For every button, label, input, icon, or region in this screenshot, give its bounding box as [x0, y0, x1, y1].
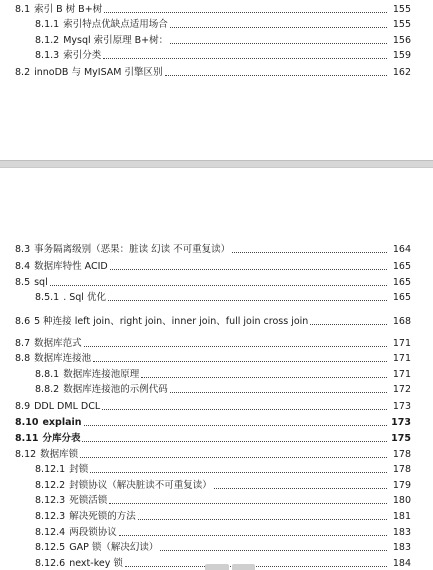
toc-entry-number: 8.7 [15, 338, 31, 349]
toc-entry-number: 8.1.2 [35, 35, 60, 46]
toc-leader-dots [80, 457, 387, 458]
toc-entry-title: 封锁 [69, 464, 89, 475]
toc-entry-title: 数据库连接池 [34, 353, 92, 364]
toc-entry-page: 178 [392, 449, 411, 460]
toc-entry-title: 数据库特性 ACID [34, 261, 108, 272]
toc-entry-title: GAP 锁（解决幻读） [69, 542, 159, 553]
toc-entry[interactable] [0, 46, 433, 62]
toc-entry-page: 180 [392, 495, 411, 506]
toc-entry-page: 175 [391, 433, 411, 444]
toc-entry-page: 165 [392, 277, 411, 288]
toc-entry-number: 8.4 [15, 261, 31, 272]
toc-leader-dots [84, 346, 387, 347]
toc-entry-title: explain [42, 417, 82, 428]
toc-leader-dots [310, 324, 387, 325]
toc-entry[interactable] [0, 380, 433, 396]
toc-entry[interactable] [0, 523, 433, 539]
toc-entry-title: 数据库连接池的示例代码 [63, 384, 168, 395]
toc-entry-title: 索引特点优缺点适用场合 [63, 19, 168, 30]
toc-leader-dots [102, 409, 387, 410]
toc-entry-page: 168 [392, 316, 411, 327]
page-separator [0, 160, 433, 168]
scroll-handle[interactable] [205, 564, 255, 570]
toc-entry[interactable] [0, 429, 433, 445]
toc-entry-page: 155 [392, 19, 411, 30]
toc-entry-page: 171 [392, 353, 411, 364]
toc-entry[interactable] [0, 15, 433, 31]
toc-entry-title: 两段锁协议 [69, 527, 117, 538]
toc-entry-title: 封锁协议（解决脏读不可重复读） [69, 480, 212, 491]
toc-entry-number: 8.1.1 [35, 19, 60, 30]
toc-leader-dots [93, 361, 387, 362]
toc-entry-page: 181 [392, 511, 411, 522]
toc-entry-page: 171 [392, 338, 411, 349]
toc-leader-dots [119, 535, 387, 536]
toc-entry[interactable] [0, 273, 433, 289]
toc-leader-dots [125, 566, 387, 567]
toc-entry[interactable] [0, 63, 433, 79]
document-page-1 [0, 0, 433, 160]
toc-leader-dots [165, 75, 387, 76]
toc-entry[interactable] [0, 538, 433, 554]
toc-entry-number: 8.12.5 [35, 542, 66, 553]
toc-entry[interactable] [0, 257, 433, 273]
toc-leader-dots [50, 285, 387, 286]
toc-leader-dots [82, 441, 387, 442]
toc-leader-dots [90, 472, 387, 473]
toc-entry-number: 8.1.3 [35, 50, 60, 61]
toc-entry[interactable] [0, 365, 433, 381]
toc-leader-dots [160, 550, 387, 551]
toc-entry-number: 8.1 [15, 4, 31, 15]
toc-entry-page: 173 [391, 417, 411, 428]
toc-leader-dots [108, 300, 387, 301]
toc-entry-title: 索引分类 [63, 50, 102, 61]
document-page-2 [0, 168, 433, 569]
toc-entry-number: 8.6 [15, 316, 31, 327]
toc-entry[interactable] [0, 31, 433, 47]
toc-entry-number: 8.2 [15, 67, 31, 78]
toc-entry-title: 5 种连接 left join、right join、inner join、full join cross join [34, 316, 309, 327]
toc-entry-number: 8.8.2 [35, 384, 60, 395]
toc-entry[interactable] [0, 491, 433, 507]
toc-entry-title: 索引 B 树 B+树 [34, 4, 103, 15]
toc-leader-dots [214, 488, 387, 489]
toc-leader-dots [109, 503, 387, 504]
toc-entry-number: 8.12.2 [35, 480, 66, 491]
toc-entry-title: 数据库连接池原理 [63, 369, 140, 380]
toc-entry[interactable] [0, 334, 433, 350]
toc-entry-number: 8.12 [15, 449, 37, 460]
toc-entry[interactable] [0, 0, 433, 16]
toc-entry-number: 8.9 [15, 401, 31, 412]
toc-entry-number: 8.12.4 [35, 527, 66, 538]
toc-entry-page: 171 [392, 369, 411, 380]
toc-entry-number: 8.5 [15, 277, 31, 288]
toc-entry[interactable] [0, 445, 433, 461]
toc-entry-page: 165 [392, 261, 411, 272]
toc-entry[interactable] [0, 460, 433, 476]
toc-leader-dots [110, 269, 387, 270]
toc-entry-number: 8.12.3 [35, 511, 66, 522]
toc-entry-page: 159 [392, 50, 411, 61]
toc-entry-number: 8.10 [15, 417, 39, 428]
toc-entry-page: 178 [392, 464, 411, 475]
toc-entry-number: 8.8.1 [35, 369, 60, 380]
toc-entry-page: 183 [392, 527, 411, 538]
toc-leader-dots [104, 12, 387, 13]
toc-entry[interactable] [0, 476, 433, 492]
toc-entry-title: . Sql 优化 [63, 292, 106, 303]
toc-entry-title: next-key 锁 [69, 558, 123, 569]
toc-entry-page: 156 [392, 35, 411, 46]
toc-entry-title: 数据库范式 [34, 338, 82, 349]
toc-entry[interactable] [0, 413, 433, 429]
toc-entry-title: 数据库锁 [40, 449, 79, 460]
toc-leader-dots [138, 519, 387, 520]
toc-leader-dots [103, 58, 387, 59]
toc-entry-page: 162 [392, 67, 411, 78]
toc-entry-title: sql [34, 277, 48, 288]
toc-leader-dots [170, 392, 387, 393]
toc-leader-dots [141, 377, 387, 378]
toc-entry-title: 死锁活锁 [69, 495, 108, 506]
toc-entry[interactable] [0, 288, 433, 304]
toc-entry-number: 8.11 [15, 433, 39, 444]
toc-entry-title: innoDB 与 MyISAM 引擎区别 [34, 67, 163, 78]
toc-entry-page: 164 [392, 244, 411, 255]
toc-leader-dots [170, 43, 387, 44]
toc-entry-number: 8.3 [15, 244, 31, 255]
toc-entry-number: 8.12.1 [35, 464, 66, 475]
toc-entry[interactable] [0, 397, 433, 413]
toc-entry-title: 分库分表 [42, 433, 81, 444]
toc-entry[interactable] [0, 240, 433, 256]
toc-entry-title: 解决死锁的方法 [69, 511, 136, 522]
toc-entry-number: 8.5.1 [35, 292, 60, 303]
toc-entry-page: 183 [392, 542, 411, 553]
toc-entry-page: 165 [392, 292, 411, 303]
toc-entry-title: Mysql 索引原理 B+树： [63, 35, 169, 46]
toc-entry[interactable] [0, 312, 433, 328]
toc-entry-page: 155 [392, 4, 411, 15]
toc-entry-page: 172 [392, 384, 411, 395]
toc-entry-number: 8.8 [15, 353, 31, 364]
toc-leader-dots [170, 27, 387, 28]
toc-entry[interactable] [0, 507, 433, 523]
toc-leader-dots [84, 425, 387, 426]
toc-leader-dots [232, 252, 387, 253]
toc-entry-title: 事务隔离级别（恶果：脏读 幻读 不可重复读） [34, 244, 231, 255]
toc-entry-number: 8.12.6 [35, 558, 66, 569]
toc-entry-number: 8.12.3 [35, 495, 66, 506]
toc-entry-page: 173 [392, 401, 411, 412]
toc-entry[interactable] [0, 349, 433, 365]
toc-entry-page: 184 [392, 558, 411, 569]
toc-entry-title: DDL DML DCL [34, 401, 101, 412]
toc-entry-page: 179 [392, 480, 411, 491]
